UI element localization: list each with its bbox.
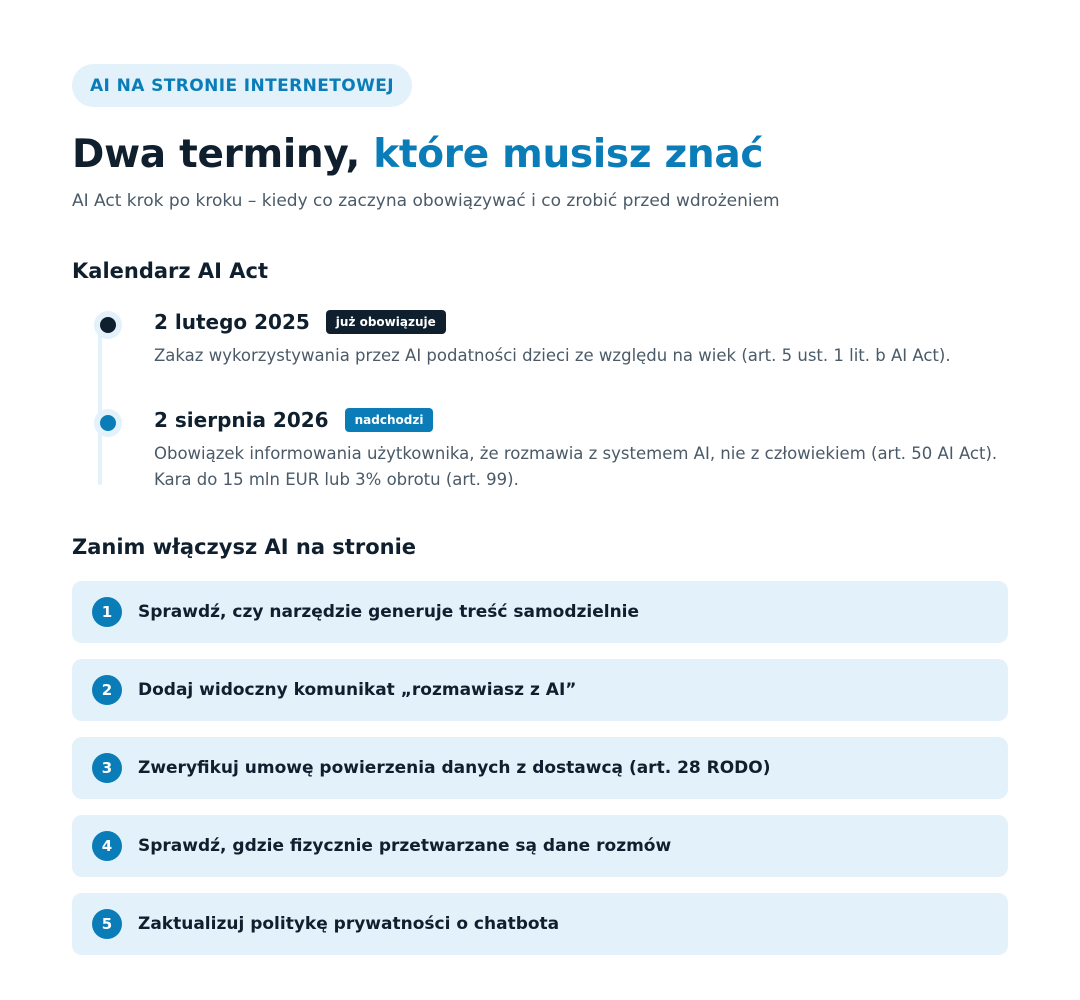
step-label: Sprawdź, czy narzędzie generuje treść samodzielnie	[138, 602, 640, 622]
checklist-item	[72, 737, 1008, 799]
checklist-item	[72, 581, 1008, 643]
step-number-icon: 3	[92, 753, 122, 783]
step-number-icon: 5	[92, 909, 122, 939]
page-subtitle: AI Act krok po kroku – kiedy co zaczyna obowiązywać i co zrobić przed wdrożeniem	[72, 191, 780, 211]
timeline-line	[98, 333, 102, 485]
step-label: Dodaj widoczny komunikat „rozmawiasz z AI”	[138, 680, 577, 700]
article-card	[72, 64, 1008, 971]
step-label: Sprawdź, gdzie fizycznie przetwarzane są dane rozmów	[138, 836, 672, 856]
category-pill: AI NA STRONIE INTERNETOWEJ	[72, 64, 412, 107]
event-date: 2 lutego 2025	[154, 310, 310, 334]
checklist-item	[72, 659, 1008, 721]
step-label: Zweryfikuj umowę powierzenia danych z dostawcą (art. 28 RODO)	[138, 758, 771, 778]
checklist-item	[72, 815, 1008, 877]
title-main: Dwa terminy,	[72, 132, 374, 177]
event-description	[154, 441, 1014, 493]
calendar-heading: Kalendarz AI Act	[72, 259, 269, 283]
page-title	[72, 129, 1008, 181]
event-date: 2 sierpnia 2026	[154, 408, 329, 432]
event-description-line: Kara do 15 mln EUR lub 3% obrotu (art. 99).	[154, 470, 519, 489]
timeline	[72, 307, 1008, 503]
event-header	[154, 307, 1014, 337]
step-number-icon: 2	[92, 675, 122, 705]
step-label: Zaktualizuj politykę prywatności o chatbota	[138, 914, 560, 934]
event-description	[154, 343, 1014, 369]
event-body	[154, 405, 1014, 493]
timeline-dot-icon	[94, 409, 122, 437]
event-description-line: Zakaz wykorzystywania przez AI podatności dzieci ze względu na wiek (art. 5 ust. 1 lit. b AI Act).	[154, 346, 951, 365]
event-header	[154, 405, 1014, 435]
timeline-dot-icon	[94, 311, 122, 339]
event-description-line: Obowiązek informowania użytkownika, że rozmawia z systemem AI, nie z człowiekiem (art. 50 AI Act).	[154, 444, 998, 463]
status-badge: nadchodzi	[345, 408, 434, 432]
step-number-icon: 1	[92, 597, 122, 627]
step-number-icon: 4	[92, 831, 122, 861]
event-body	[154, 307, 1014, 369]
status-badge: już obowiązuje	[326, 310, 446, 334]
checklist	[72, 581, 1008, 955]
checklist-heading: Zanim włączysz AI na stronie	[72, 535, 417, 559]
title-accent: które musisz znać	[373, 132, 764, 177]
checklist-item	[72, 893, 1008, 955]
